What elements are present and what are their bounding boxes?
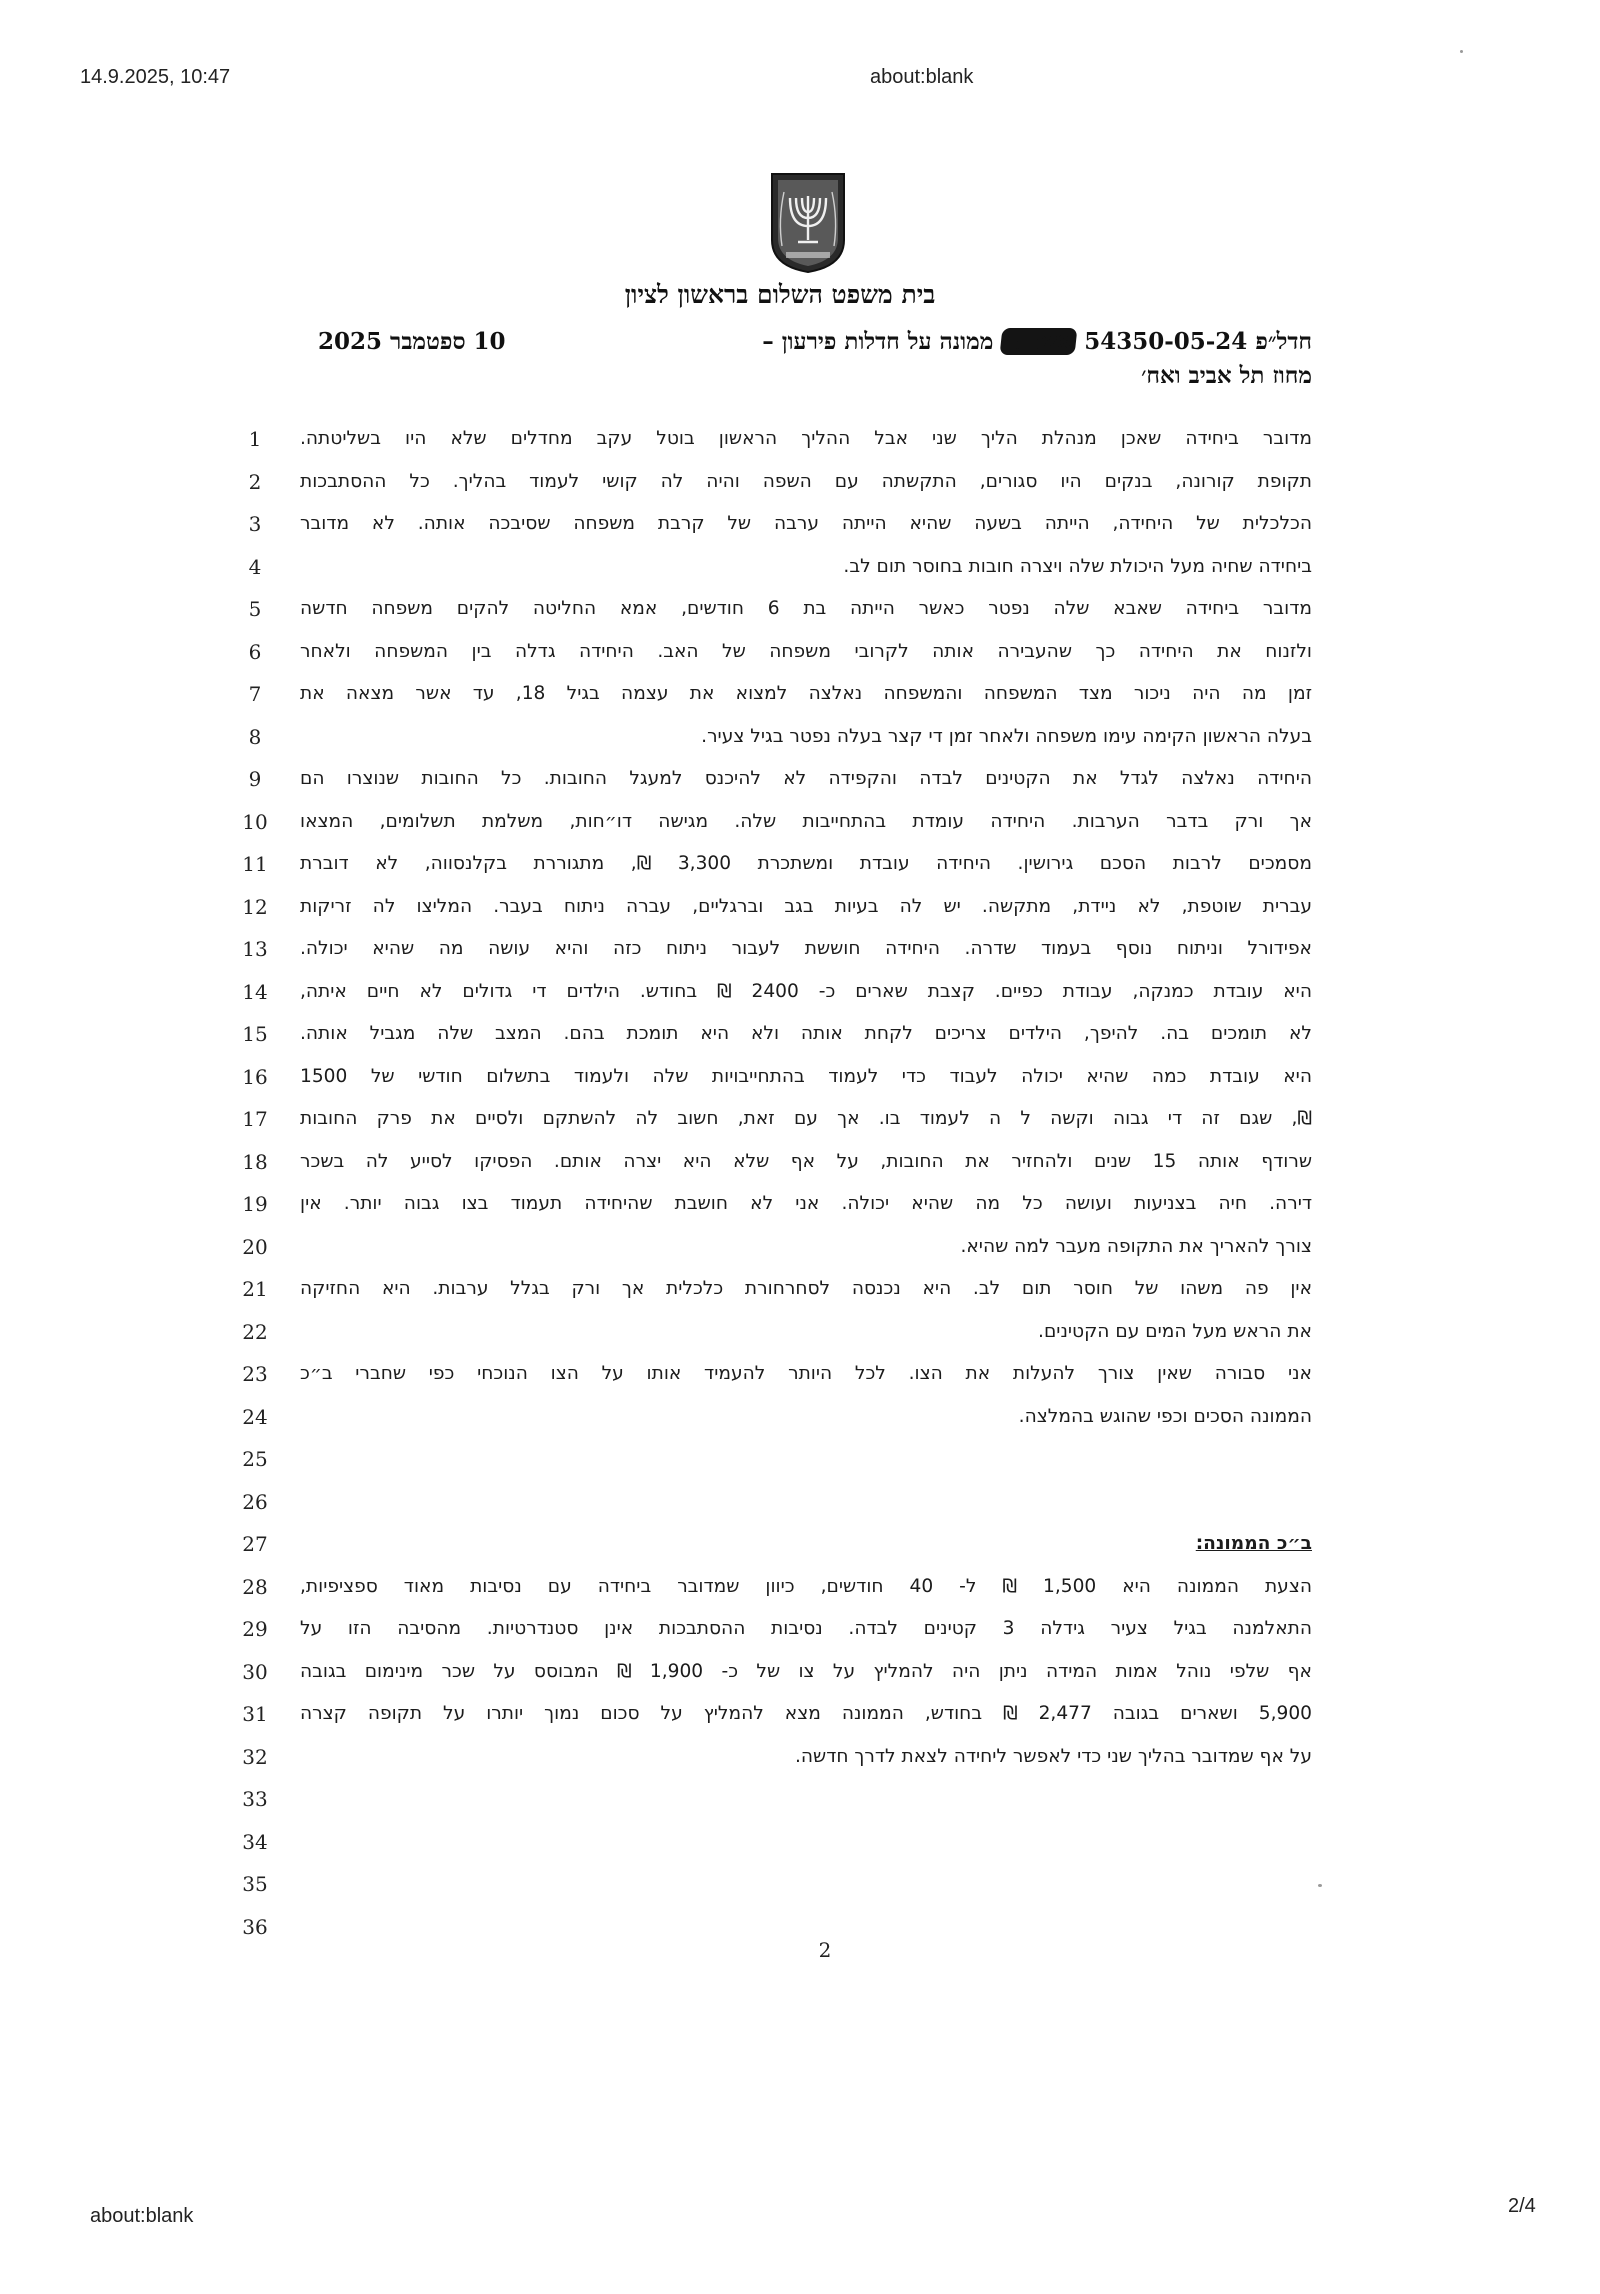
line-number: 22 [242, 1319, 268, 1344]
section-heading: ב״כ הממונה: [1195, 1533, 1312, 1554]
line-number: 24 [242, 1404, 268, 1429]
line-number: 18 [242, 1149, 268, 1174]
line-number: 19 [242, 1192, 268, 1216]
line-number: 11 [242, 852, 268, 876]
protocol-body [300, 418, 1312, 1948]
hearing-date: 10 ספטמבר 2025 [318, 328, 506, 355]
case-identifier [680, 328, 1312, 362]
line-number: 10 [242, 809, 268, 834]
text-line [300, 1821, 1312, 1864]
line-number: 34 [242, 1829, 268, 1854]
text-line: בעלה הראשון הקימה עימו משפחה ולאחר זמן די קצר בעלה נפטר בגיל צעיר. [701, 725, 1312, 747]
line-number: 32 [242, 1744, 268, 1769]
text-line: זמן מה היה ניכור מצד המשפחה והמשפחה נאלצה למצוא את עצמה בגיל 18, עד אשר מצאה את [300, 683, 1312, 704]
line-number: 15 [242, 1022, 268, 1046]
scan-speck [1460, 50, 1463, 53]
line-number: 9 [248, 767, 262, 791]
text-line: את הראש מעל המים עם הקטינים. [1038, 1320, 1312, 1342]
line-number: 31 [242, 1702, 268, 1726]
text-line: הצעת הממונה היא 1,500 ₪ ל- 40 חודשים, כיוון שמדובר ביחידה עם נסיבות מאוד ספציפיות, [300, 1575, 1312, 1597]
line-number: 36 [242, 1914, 268, 1939]
line-number: 2 [248, 469, 262, 494]
case-respondent-district: מחוז תל אביב ואח׳ [1141, 362, 1312, 389]
scan-speck [1318, 1884, 1322, 1887]
line-number: 5 [248, 597, 262, 621]
text-line: היא עובדת כמה שהיא יכולה לעבוד כדי לעמוד בהתחייבויות שלה ולעמוד בתשלום חודשי של 1500 [300, 1065, 1312, 1087]
print-page-title: about:blank [870, 66, 974, 88]
redacted-name: אשר ד׳ [1000, 328, 1078, 355]
text-line: 5,900 ושארים בגובה 2,477 ₪ בחודש, הממונה מצא להמליץ על סכום נמוך יותרו על תקופה קצרה [300, 1703, 1312, 1724]
line-numbers [240, 418, 270, 1948]
line-number: 7 [248, 682, 262, 706]
line-number: 28 [242, 1574, 268, 1599]
line-number: 30 [242, 1659, 268, 1684]
line-number: 8 [248, 724, 262, 749]
text-line: אפידורל וניתוח נוסף בעמוד שדרה. היחידה חוששת לעבור ניתוח כזה והיא עושה מה שהיא יכולה. [300, 938, 1312, 959]
line-number: 17 [242, 1107, 268, 1131]
text-line: הכלכלית של היחידה, הייתה בשעה שהיא הייתה ערבה של קרבת משפחה שסיבכה אותה. לא מדובר [300, 513, 1312, 534]
text-line: מדובר ביחידה שאכן מנהלת הליך שני אבל ההליך הראשון בוטל עקב מחדלים שלא היו בשליטתה. [300, 428, 1312, 449]
case-number: חדל״פ 54350-05-24 [1084, 328, 1312, 355]
line-number: 21 [242, 1277, 268, 1301]
line-number: 3 [248, 512, 262, 536]
text-line: מסמכים לרבות הסכם גירושין. היחידה עובדת ומשתכרת 3,300 ₪, מתגוררת בקלנסווה, לא דוברת [300, 853, 1312, 874]
line-number: 14 [242, 979, 268, 1004]
text-line: דירה. חיה בצניעות ועושה כל מה שהיא יכולה. אני לא חושבת שהיחידה תעמוד בצו גבוה יותר. אין [300, 1193, 1312, 1214]
browser-print-footer [0, 2195, 1600, 2225]
case-respondent: ממונה על חדלות פירעון – [762, 328, 994, 355]
text-line: מדובר ביחידה שאבא שלה נפטר כאשר הייתה בת 6 חודשים, אמא החליטה להקים משפחה חדשה [300, 598, 1312, 619]
text-line: אף שלפי נוהל אמות המידה ניתן היה להמליץ על צו של כ- 1,900 ₪ המבוסס על שכר מינימום בגובה [300, 1660, 1312, 1682]
text-line: תקופת קורונה, בנקים היו סגורים, התקשתה עם השפה והיה לה קושי לעמוד בהליך. כל ההסתבכות [300, 470, 1312, 492]
state-emblem-menorah-icon [768, 170, 848, 274]
text-line: היא עובדת כמנקה, עבודת כפיים. קצבת שארים כ- 2400 ₪ בחודש. הילדים די גדולים לא חיים איתה, [300, 980, 1312, 1002]
text-line [300, 1481, 1312, 1524]
text-line: היחידה נאלצה לגדל את הקטינים לבדה והקפידה לא להיכנס למעגל החובות. כל החובות שנוצרו הם [300, 768, 1312, 789]
print-footer-url: about:blank [90, 2205, 194, 2227]
line-number: 20 [242, 1234, 268, 1259]
text-line: אין פה משהו של חוסר תום לב. היא נכנסה לסחרחורת כלכלית אך ורק בגלל ערבות. היא החזיקה [300, 1278, 1312, 1299]
line-number: 25 [242, 1447, 268, 1471]
line-number: 13 [242, 937, 268, 961]
text-line: אני סבורה שאין צורך להעלות את הצו. לכל היותר להעמיד אותו על הצו הנוכחי כפי שחברי ב״כ [300, 1363, 1312, 1384]
text-line: התאלמנה בגיל צעיר גידלה 3 קטינים לבדה. נסיבות ההסתבכות אינן סטנדרטיות. מהסיבה הזו על [300, 1618, 1312, 1639]
text-line: ולזנוח את היחידה כך שהעבירה אותה לקרובי משפחה של האב. היחידה גדלה בין המשפחה ולאחר [300, 640, 1312, 662]
line-number: 27 [242, 1532, 268, 1556]
line-number: 35 [242, 1872, 268, 1896]
line-number: 33 [242, 1787, 268, 1811]
line-number: 4 [248, 554, 262, 579]
text-line [300, 1863, 1312, 1906]
line-number: 26 [242, 1489, 268, 1514]
text-line: ₪, שגם זה די גבוה וקשה ל ה לעמוד בו. אך עם זאת, חשוב לה להשתקם ולסיים את פרק החובות [300, 1108, 1312, 1129]
text-line: על אף שמדובר בהליך שני כדי לאפשר ליחידה לצאת לדרך חדשה. [794, 1745, 1312, 1767]
line-number: 6 [248, 639, 262, 664]
line-number: 12 [242, 894, 268, 919]
court-name: בית משפט השלום בראשון לציון [624, 280, 936, 309]
text-line: צורך להאריך את התקופה מעבר למה שהיא. [960, 1235, 1312, 1257]
print-page-indicator: 2/4 [1508, 2195, 1536, 2217]
print-timestamp: 14.9.2025, 10:47 [80, 66, 231, 88]
text-line: שרודף אותה 15 שנים ולהחזיר את החובות, על אף שלא היא יצרה אותם. הפסיקו לסייע לה בשכר [300, 1150, 1312, 1172]
line-number: 29 [242, 1617, 268, 1641]
page-number: 2 [818, 1938, 832, 1962]
text-line: ביחידה שחיה מעל היכולת שלה ויצרה חובות בחוסר תום לב. [843, 555, 1312, 577]
text-line: אך ורק בדבר הערבות. היחידה עומדת בהתחייבות שלה. מגישה דו״חות, משלמת תשלומים, המצאו [300, 810, 1312, 832]
text-line: הממונה הסכים וכפי שהוגש בהמלצה. [1018, 1405, 1312, 1427]
text-line [300, 1778, 1312, 1821]
text-line [300, 1438, 1312, 1481]
line-number: 1 [248, 427, 262, 451]
text-line: עברית שוטפת, לא ניידת, מתקשה. יש לה בעיות בגב וברגליים, עברה ניתוח בעבר. המליצו לה זריקות [300, 895, 1312, 917]
line-number: 23 [242, 1362, 268, 1386]
text-line: לא תומכים בה. להיפך, הילדים צריכים לקחת אותה ולא היא תומכת בהם. המצב שלה מגביל אותה. [300, 1023, 1312, 1044]
line-number: 16 [242, 1064, 268, 1089]
text-line [300, 1906, 1312, 1949]
browser-print-header [0, 66, 1600, 96]
